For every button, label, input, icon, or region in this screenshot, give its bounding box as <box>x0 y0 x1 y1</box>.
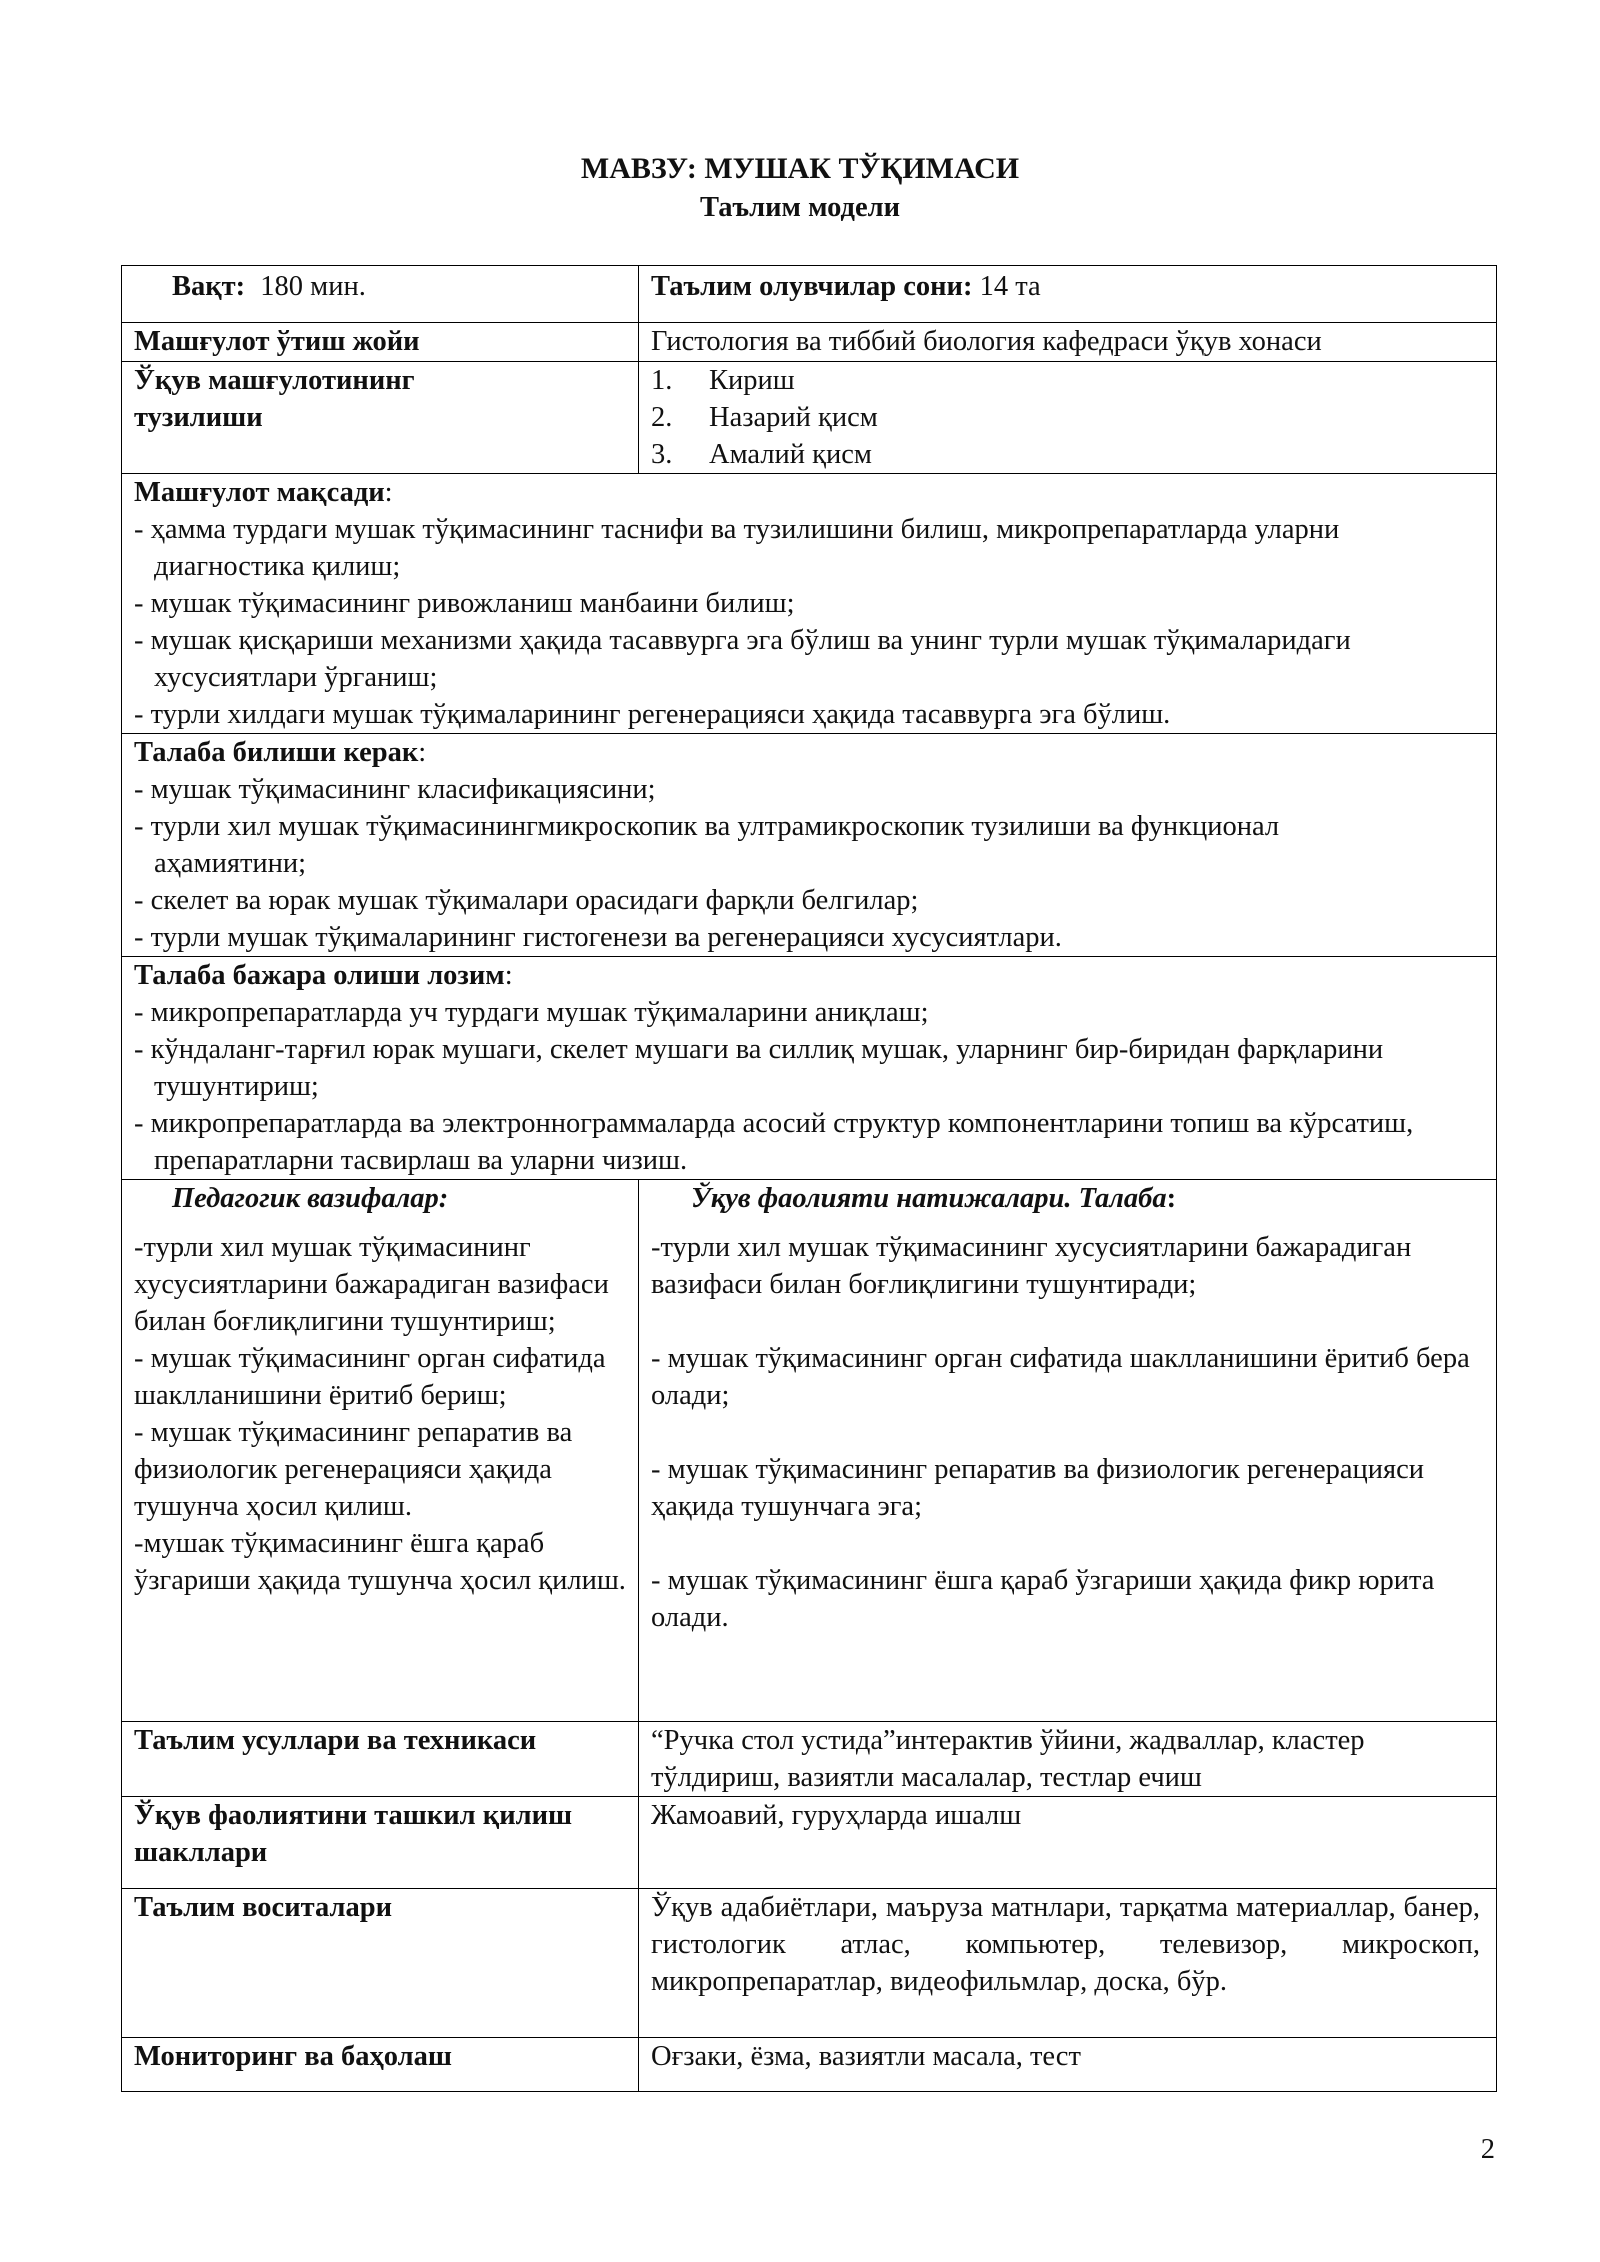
list-item: - микропрепаратларда уч турдаги мушак тўқималарини аниқлаш; <box>134 997 929 1028</box>
time-cell <box>122 266 639 323</box>
tools-row <box>122 1889 1497 2038</box>
list-item: - мушак тўқимасининг ёшга қараб ўзгариши ҳақида фикр юрита олади. <box>651 1565 1435 1633</box>
list-item <box>651 362 1484 399</box>
students-value: 14 та <box>979 271 1041 302</box>
tasks-heading: Педагогик вазифалар: <box>172 1183 449 1214</box>
list-item: -турли хил мушак тўқимасининг хусусиятларини бажарадиган вазифаси билан боғлиқлигини тушунтириш; <box>134 1232 609 1337</box>
list-item-text: Кириш <box>709 365 795 396</box>
goal-row <box>122 474 1497 734</box>
students-label: Таълим олувчилар сони: <box>651 271 973 302</box>
list-item: - мушак қисқариши механизми ҳақида тасаввурга эга бўлиш ва унинг турли мушак тўқималаридаги хусусиятлари ўрганиш; <box>134 625 1351 693</box>
structure-list-cell <box>639 362 1497 474</box>
list-item: - турли мушак тўқималарининг гистогенези ва регенерацияси хусусиятлари. <box>134 922 1062 953</box>
list-item: - микропрепаратларда ва электроннограммаларда асосий структур компонентларини топиш ва кўрсатиш, препаратларни тасвирлаш ва уларни чизиш. <box>134 1108 1414 1176</box>
list-item: - ҳамма турдаги мушак тўқимасининг таснифи ва тузилишини билиш, микропрепаратларда уларни диагностика қилиш; <box>134 514 1340 582</box>
list-item-number: 2. <box>651 402 673 433</box>
list-item: - турли хил мушак тўқимасинингмикроскопик ва ултрамикроскопик тузилиши ва функционал аҳамиятини; <box>134 811 1280 879</box>
forms-label: Ўқув фаолиятини ташкил қилиш шакллари <box>122 1797 639 1889</box>
methods-label: Таълим усуллари ва техникаси <box>122 1722 639 1797</box>
structure-row <box>122 362 1497 474</box>
list-item: - мушак тўқимасининг орган сифатида шаклланишини ёритиб бера олади; <box>651 1343 1470 1411</box>
do-cell <box>122 957 1497 1180</box>
students-cell <box>639 266 1497 323</box>
list-item: - мушак тўқимасининг репаратив ва физиологик регенерацияси ҳақида тушунчага эга; <box>651 1454 1425 1522</box>
tasks-results-row <box>122 1180 1497 1722</box>
list-item-number: 1. <box>651 365 673 396</box>
tools-label: Таълим воситалари <box>122 1889 639 2038</box>
list-item-text: Амалий қисм <box>709 439 872 470</box>
list-item: - мушак тўқимасининг ривожланиш манбаини билиш; <box>134 588 795 619</box>
do-row <box>122 957 1497 1180</box>
know-heading: Талаба билиши керак: <box>134 737 427 768</box>
time-label: Вақт: <box>172 271 246 302</box>
goal-cell <box>122 474 1497 734</box>
list-item: - мушак тўқимасининг репаратив ва физиологик регенерацияси ҳақида тушунча ҳосил қилиш. <box>134 1417 573 1522</box>
know-row <box>122 734 1497 957</box>
methods-value: “Ручка стол устида”интерактив ўйини, жадваллар, кластер тўлдириш, вазиятли масалалар, тестлар ечиш <box>639 1722 1497 1797</box>
forms-row <box>122 1797 1497 1889</box>
page-title: МАВЗУ: МУШАК ТЎҚИМАСИ <box>580 152 1020 185</box>
list-item-text: Назарий қисм <box>709 402 878 433</box>
venue-value: Гистология ва тиббий биология кафедраси ўқув хонаси <box>639 323 1497 362</box>
list-item: - кўндаланг-тарғил юрак мушаги, скелет мушаги ва силлиқ мушак, уларнинг бир-биридан фарқларини тушунтириш; <box>134 1034 1384 1102</box>
list-item-number: 3. <box>651 439 673 470</box>
time-students-row <box>122 266 1497 323</box>
monitoring-value: Оғзаки, ёзма, вазиятли масала, тест <box>639 2038 1497 2092</box>
monitoring-label: Мониторинг ва баҳолаш <box>122 2038 639 2092</box>
list-item <box>651 399 1484 436</box>
venue-label: Машғулот ўтиш жойи <box>122 323 639 362</box>
time-value: 180 мин. <box>260 271 366 302</box>
venue-row <box>122 323 1497 362</box>
list-item <box>651 436 1484 473</box>
structure-label: Ўқув машғулотининг тузилиши <box>122 362 639 474</box>
list-item: -турли хил мушак тўқимасининг хусусиятларини бажарадиган вазифаси билан боғлиқлигини тушунтиради; <box>651 1232 1412 1300</box>
tasks-cell <box>122 1180 639 1722</box>
results-cell <box>639 1180 1497 1722</box>
list-item: - скелет ва юрак мушак тўқималари орасидаги фарқли белгилар; <box>134 885 919 916</box>
goal-heading: Машғулот мақсади: <box>134 477 393 508</box>
do-heading: Талаба бажара олиши лозим: <box>134 960 513 991</box>
list-item: - мушак тўқимасининг класификациясини; <box>134 774 656 805</box>
education-model-table <box>121 265 1497 2092</box>
list-item: - турли хилдаги мушак тўқималарининг регенерацияси ҳақида тасаввурга эга бўлиш. <box>134 699 1171 730</box>
results-heading: Ўқув фаолияти натижалари. Талаба: <box>691 1183 1177 1214</box>
list-item: -мушак тўқимасининг ёшга қараб ўзгариши ҳақида тушунча ҳосил қилиш. <box>134 1528 626 1596</box>
methods-row <box>122 1722 1497 1797</box>
know-cell <box>122 734 1497 957</box>
tools-value: Ўқув адабиётлари, маъруза матнлари, тарқатма материаллар, банер, гистологик атлас, компьютер, телевизор, микроскоп, микропрепаратлар, видеофильмлар, доска, бўр. <box>639 1889 1497 2038</box>
page-number: 2 <box>1480 2134 1495 2165</box>
list-item: - мушак тўқимасининг орган сифатида шаклланишини ёритиб бериш; <box>134 1343 606 1411</box>
forms-value: Жамоавий, гуруҳларда ишалш <box>639 1797 1497 1889</box>
monitoring-row <box>122 2038 1497 2092</box>
structure-list <box>651 362 1484 473</box>
page-subtitle: Таълим модели <box>699 192 901 223</box>
